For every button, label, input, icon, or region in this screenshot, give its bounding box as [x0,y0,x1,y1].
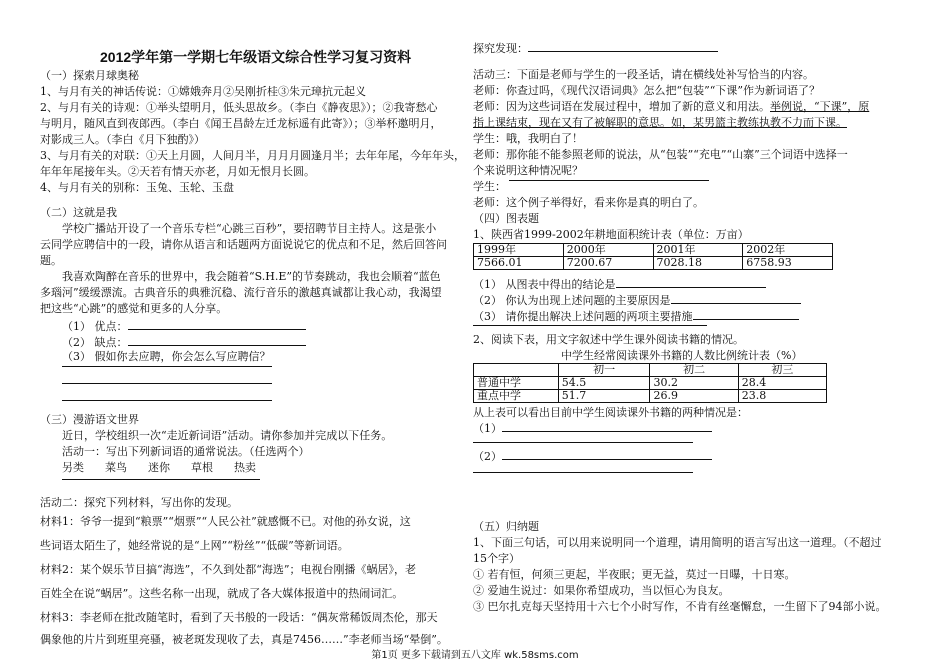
dialogue-line1: 老师：你查过吗，《现代汉语词典》怎么把“包装”“下课”作为新词语了？ [473,84,820,97]
word-item: 热卖 [233,461,256,474]
s2-para1a: 学校广播站开设了一个音乐专栏“心跳三百秒”，要招聘节目主持人。这是张小 [62,222,437,235]
s2-para2c: 把这些“心跳”的感觉和更多的人分享。 [40,302,228,315]
activity3-prompt: 活动三：下面是老师与学生的一段圣话，请在横线处补写恰当的内容。 [473,68,814,81]
table-cell: 2001年 [653,244,743,257]
table-cell: 初二 [650,364,738,377]
table-cell: 30.2 [650,377,738,390]
word-item: 草根 [190,461,213,474]
answer-label: （1） [473,422,502,435]
table2-question: 从上表可以看出目前中学生阅读课外书籍的两种情况是： [473,406,748,419]
answer-blank[interactable] [502,420,712,432]
table-row [474,390,827,403]
s3-material1a: 材料1：爷爷一提到“粮票”“烟票”“人民公社”就感慨不已。对他的孙女说，这 [40,515,411,528]
answer-line[interactable] [473,472,693,473]
s3-word-list [62,461,256,475]
answer-line[interactable] [62,366,272,367]
s1-line3a: 3、与月有关的对联：①天上月圆，人间月半，月月月圆逢月半；去年年尾，今年年头， [40,149,465,162]
answer-blank[interactable] [616,276,766,288]
question-label: （3） 请你提出解决上述问题的两项主要措施 [473,310,693,323]
table-cell: 7566.01 [474,257,564,270]
question-label: （1） 从图表中得出的结论是 [473,278,616,291]
section1-heading: （一）探索月球奥秘 [40,69,139,82]
discovery-label: 探究发现： [473,42,528,55]
word-item: 菜鸟 [104,461,127,474]
table-cell: 普通中学 [474,377,559,390]
table-row [474,364,827,377]
s1-line3b: 年年年尾接年头。②天若有情天亦老，月如无恨月长圆。 [40,165,315,178]
answer-line[interactable] [473,442,693,443]
s5-question-a: 1、下面三句话，可以用来说明同一个道理，请用简明的语言写出这一道理。（不超过 [473,536,882,549]
s5-item3: ③ 巴尔扎克每天坚持用十六七个小时写作，不肯有丝毫懈怠，一生留下了94部小说。 [473,600,887,613]
s1-line2a: 2、与月有关的诗观：①举头望明月，低头思故乡。（李白《静夜思》）；②我寄愁心 [40,101,438,114]
table2-title: 中学生经常阅读课外书籍的人数比例统计表（%） [561,349,803,362]
word-item: 另类 [62,461,84,474]
discovery-line [473,40,718,56]
table-cell: 重点中学 [474,390,559,403]
section5-heading: （五）归纳题 [473,520,539,533]
s2-q2-label: （2） 缺点： [62,336,128,349]
s1-line2b: 与明月，随风直到夜郎西。（李白《闻王昌龄左迁龙标遥有此寄》）；③举杯邀明月， [40,117,442,130]
s2-question3: （3） 假如你去应聘，你会怎么写应聘信？ [62,350,271,363]
s2-para2a: 我喜欢陶醉在音乐的世界中，我会随着“S.H.E”的节奏跳动，我也会顺着“蓝色 [62,270,441,283]
table2-answer1 [473,420,712,436]
table-cell: 6758.93 [743,257,833,270]
answer-label: （2） [473,450,502,463]
s5-item1: ① 若有恒，何须三更起，半夜眠；更无益，莫过一日曝，十日寒。 [473,568,796,581]
s1-line4: 4、与月有关的别称：玉兔、玉轮、玉盘 [40,181,234,194]
s3-material3b: 偶象他的片片到班里亮骚，被老斑发现收了去，真是7456……”李老师当场“晕倒”。 [40,633,448,646]
word-item: 迷你 [147,461,170,474]
answer-blank[interactable] [671,292,801,304]
table-cell: 23.8 [738,390,826,403]
table-cell: 1999年 [474,244,564,257]
question-label: （2） 你认为出现上述问题的主要原因是 [473,294,671,307]
table-cell: 初一 [558,364,650,377]
s3-material2a: 材料2：某个娱乐节目搞“海选”，不久到处都“海选”；电视台刚播《蜗居》，老 [40,563,416,576]
page-footer: 第1页 更多下载请到五八文库 wk.58sms.com [371,650,579,661]
reading-table [473,363,827,403]
dialogue-line4b: 个来说明这种情况呢？ [473,164,583,177]
table1-q3 [473,308,799,324]
s3-material2b: 百姓全在说“蜗居”。这些名称一出现，就成了各大媒体报道中的热闹词汇。 [40,587,404,600]
table-cell: 7028.18 [653,257,743,270]
answer-blank[interactable] [128,318,306,330]
table-cell: 26.9 [650,390,738,403]
student-label: 学生： [473,180,506,193]
table-cell: 28.4 [738,377,826,390]
s2-question2 [62,334,306,350]
table-cell: 2002年 [743,244,833,257]
s3-material1b: 些词语太陌生了，她经常说的是“上网”“粉丝”“低碳”等新词语。 [40,539,349,552]
farmland-table [473,243,833,270]
s3-material3a: 材料3：李老师在批改随笔时，看到了天书般的一段话：“偶灰常稀饭周杰伦，那天 [40,611,438,624]
answer-blank[interactable] [528,40,718,52]
s3-intro: 近日，学校组织一次“走近新词语”活动。请你参加并完成以下任务。 [62,429,393,442]
answer-blank[interactable] [502,448,712,460]
section3-heading: （三）漫游语文世界 [40,413,139,426]
table1-q1 [473,276,766,292]
table1-title: 1、陕西省1999-2002年耕地面积统计表（单位：万亩） [473,228,749,241]
s1-line2c: 对影成三人。（李白《月下独酌》） [40,133,205,146]
s2-para2b: 多瑙河”缓缓漂流。古典音乐的典雅沉稳、流行音乐的激越真诚都让我心动，我渴望 [40,286,442,299]
s2-q1-label: （1） 优点： [62,320,128,333]
table2-answer2 [473,448,712,464]
answer-blank[interactable] [693,308,799,320]
s5-item2: ② 爱迪生说过：如果你希望成功，当以恒心为良友。 [473,584,730,597]
dialogue-line2 [473,100,869,114]
table-cell: 2000年 [563,244,653,257]
answer-line[interactable] [473,325,707,326]
answer-blank[interactable] [128,334,306,346]
answer-line[interactable] [62,400,272,401]
page-title: 2012学年第一学期七年级语文综合性学习复习资料 [100,49,412,65]
table-cell: 51.7 [558,390,650,403]
answer-line[interactable] [509,180,709,181]
s5-question-b: 15个字） [473,552,520,565]
table2-intro: 2、阅读下表，用文字叙述中学生课外阅读书籍的情况。 [473,333,744,346]
table-cell: 7200.67 [563,257,653,270]
table1-q2 [473,292,801,308]
s1-line1: 1、与月有关的神话传说：①嫦娥奔月②吴刚折桂③朱元璋抗元起义 [40,85,366,98]
s2-para1b: 云同学应聘信中的一段，请你从语言和话题两方面说说它的优点和不足，然后回答问 [40,238,447,251]
section4-heading: （四）图表题 [473,212,539,225]
table-row [474,257,833,270]
s3-activity1: 活动一：写出下列新词语的通常说法。（任选两个） [62,445,310,458]
table-row [474,377,827,390]
answer-line[interactable] [62,383,272,384]
table-cell: 54.5 [558,377,650,390]
dialogue-line6: 老师：这个例子举得好，看来你是真的明白了。 [473,196,704,209]
table-row [474,244,833,257]
dialogue-text: 老师：因为这些词语在发展过程中，增加了新的意义和用法。 [473,100,770,113]
dialogue-example: 举例说，“下课”，原 [770,100,870,113]
section2-heading: （二）这就是我 [40,206,117,219]
dialogue-line3: 学生：哦，我明白了！ [473,132,583,145]
dialogue-line4a: 老师：那你能不能参照老师的说法，从“包装”“充电”“山寨”三个词语中选择一 [473,148,848,161]
answer-line[interactable] [62,479,260,480]
dialogue-line2-cont: 指上课结束，现在又有了被解职的意思。如，某男篮主教练执教不力而下课。 [473,116,847,129]
dialogue-student-answer [473,180,506,194]
table-cell: 初三 [738,364,826,377]
s2-para1c: 题。 [40,254,62,267]
s3-activity2: 活动二：探究下列材料，写出你的发现。 [40,496,238,509]
s2-question1 [62,318,306,334]
table-cell [474,364,559,377]
